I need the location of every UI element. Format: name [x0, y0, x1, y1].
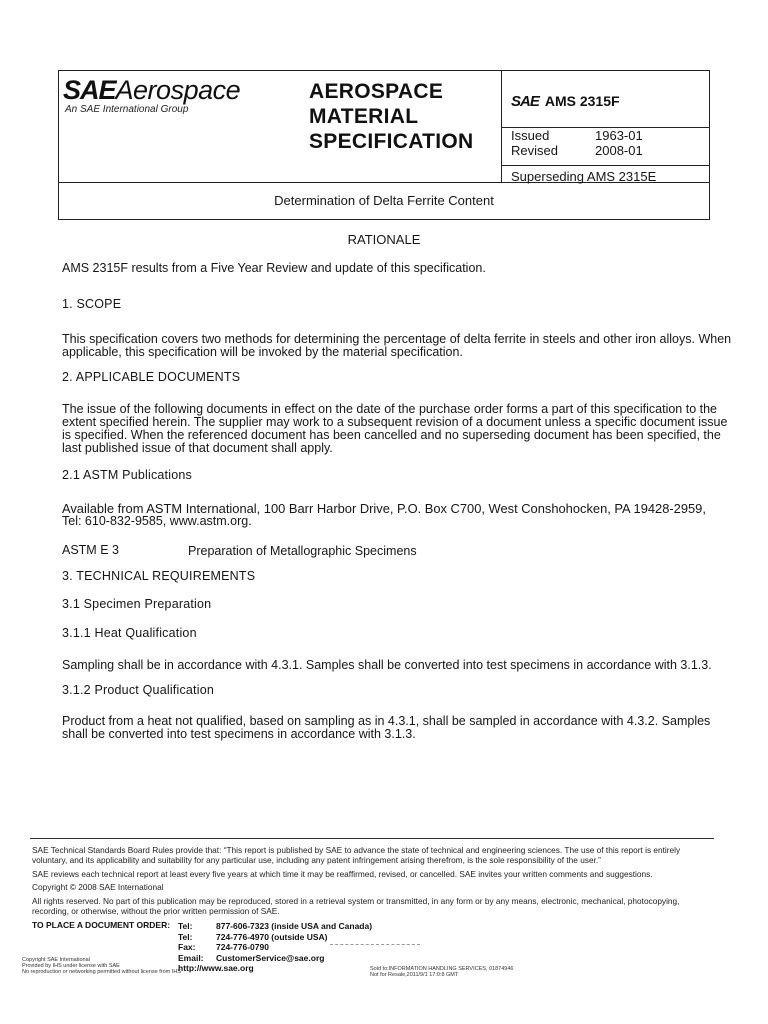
license-text: Copyright SAE International	[22, 957, 90, 963]
document-subject: Determination of Delta Ferrite Content	[274, 193, 494, 208]
license-text: Provided by IHS under license with SAE	[22, 963, 120, 969]
footer-text: All rights reserved. No part of this publication may be reproduced, stored in a retrieval system or transmitted, in any form or by any means, electronic, mechanical, photocopying,	[32, 896, 680, 906]
paragraph-line: is specified. When the referenced document has been cancelled and no superseding document has been specified, the	[62, 428, 721, 442]
superseding-text: Superseding AMS 2315E	[511, 169, 657, 184]
footer-text: recording, or otherwise, without the prior written permission of SAE.	[32, 906, 280, 916]
contact-value: 724-776-0790	[216, 942, 269, 952]
paragraph-line: extent specified herein. The supplier may work to a subsequent revision of a document unless a specific document issue	[62, 415, 728, 429]
contact-row	[178, 932, 372, 943]
section-heading: 3.1.2 Product Qualification	[62, 683, 215, 697]
revised-label: Revised	[511, 143, 558, 158]
issued-value: 1963-01	[595, 128, 643, 143]
divider	[501, 165, 709, 166]
logo-sae-text: SAE	[63, 75, 116, 105]
contact-value: 724-776-4970 (outside USA)	[216, 931, 328, 942]
paragraph-line: applicable, this specification will be invoked by the material specification.	[62, 345, 463, 359]
reference-id: ASTM E 3	[62, 543, 119, 557]
rationale-text: AMS 2315F results from a Five Year Review and update of this specification.	[62, 261, 486, 275]
section-heading: 3.1.1 Heat Qualification	[62, 626, 197, 640]
sold-to-text: Not for Resale,2011/9/1 17:0:8 GMT	[370, 972, 459, 978]
footer-text: Copyright © 2008 SAE International	[32, 882, 164, 892]
contact-row	[178, 921, 372, 932]
contact-key: Tel:	[178, 931, 193, 942]
paragraph-line: shall be converted into test specimens in accordance with 3.1.3.	[62, 727, 416, 741]
contact-row	[178, 953, 372, 964]
contact-row	[178, 963, 372, 974]
ams-number	[511, 93, 620, 110]
reference-title: Preparation of Metallographic Specimens	[188, 544, 417, 558]
sold-to-text: Sold to:INFORMATION HANDLING SERVICES, 01874946	[370, 966, 514, 972]
footer-divider	[30, 838, 714, 839]
section-heading: 2. APPLICABLE DOCUMENTS	[62, 370, 241, 384]
ams-number-text: AMS 2315F	[544, 93, 620, 109]
sae-mini-logo: SAE	[511, 93, 539, 110]
section-heading: 3. TECHNICAL REQUIREMENTS	[62, 569, 256, 583]
paragraph-line: Sampling shall be in accordance with 4.3.1. Samples shall be converted into test specimens in accordance with 3.1.3.	[62, 658, 712, 672]
license-text: No reproduction or networking permitted without license from IHS	[22, 969, 181, 975]
paragraph-line: Tel: 610-832-9585, www.astm.org.	[62, 514, 252, 528]
paragraph-line: Available from ASTM International, 100 Barr Harbor Drive, P.O. Box C700, West Conshohocken, PA 19428-2959,	[62, 501, 706, 516]
issued-label: Issued	[511, 128, 550, 143]
contact-key: Email:	[178, 952, 204, 963]
section-heading: 2.1 ASTM Publications	[62, 468, 192, 482]
paragraph-line: The issue of the following documents in effect on the date of the purchase order forms a part of this specification to the	[62, 402, 718, 416]
contact-key: Tel:	[178, 921, 193, 931]
footer-text: SAE reviews each technical report at least every five years at which time it may be reaffirmed, revised, or cancelled. SAE invites your written comments and suggestions.	[32, 869, 653, 879]
issue-dates	[511, 128, 643, 158]
paragraph-line: Product from a heat not qualified, based on sampling as in 4.3.1, shall be sampled in accordance with 4.3.2. Samples	[62, 714, 711, 728]
footer-text: SAE Technical Standards Board Rules provide that: “This report is published by SAE to advance the state of technical and engineering sciences. The use of this report is entirely	[32, 845, 681, 855]
footer-text: voluntary, and its applicability and suitability for any particular use, including any patent infringement arising therefrom, is the sole responsibility of the user.”	[32, 855, 601, 865]
section-heading: 3.1 Specimen Preparation	[62, 597, 212, 611]
divider	[330, 944, 420, 945]
spec-title-line: SPECIFICATION	[309, 130, 474, 153]
paragraph-line: last published issue of that document shall apply.	[62, 441, 333, 455]
revised-value: 2008-01	[595, 143, 643, 158]
paragraph-line: This specification covers two methods for determining the percentage of delta ferrite in steels and other iron alloys. When	[62, 332, 732, 346]
contact-value: 877-606-7323 (inside USA and Canada)	[216, 921, 373, 931]
spec-title-line: AEROSPACE	[309, 80, 444, 103]
rationale-heading: RATIONALE	[347, 232, 421, 247]
section-heading: 1. SCOPE	[62, 297, 122, 311]
spec-title-line: MATERIAL	[309, 105, 419, 128]
contact-key: Fax:	[178, 942, 196, 952]
spec-title	[309, 79, 474, 154]
contact-email-link[interactable]: CustomerService@sae.org	[216, 952, 325, 963]
header-box	[58, 70, 710, 220]
logo-tagline: An SAE International Group	[65, 104, 189, 115]
order-label: TO PLACE A DOCUMENT ORDER:	[32, 920, 171, 930]
logo-aerospace-text: Aerospace	[115, 75, 241, 105]
sae-aerospace-logo	[63, 75, 240, 115]
website-link[interactable]: http://www.sae.org	[178, 963, 254, 973]
contact-list	[178, 921, 372, 974]
